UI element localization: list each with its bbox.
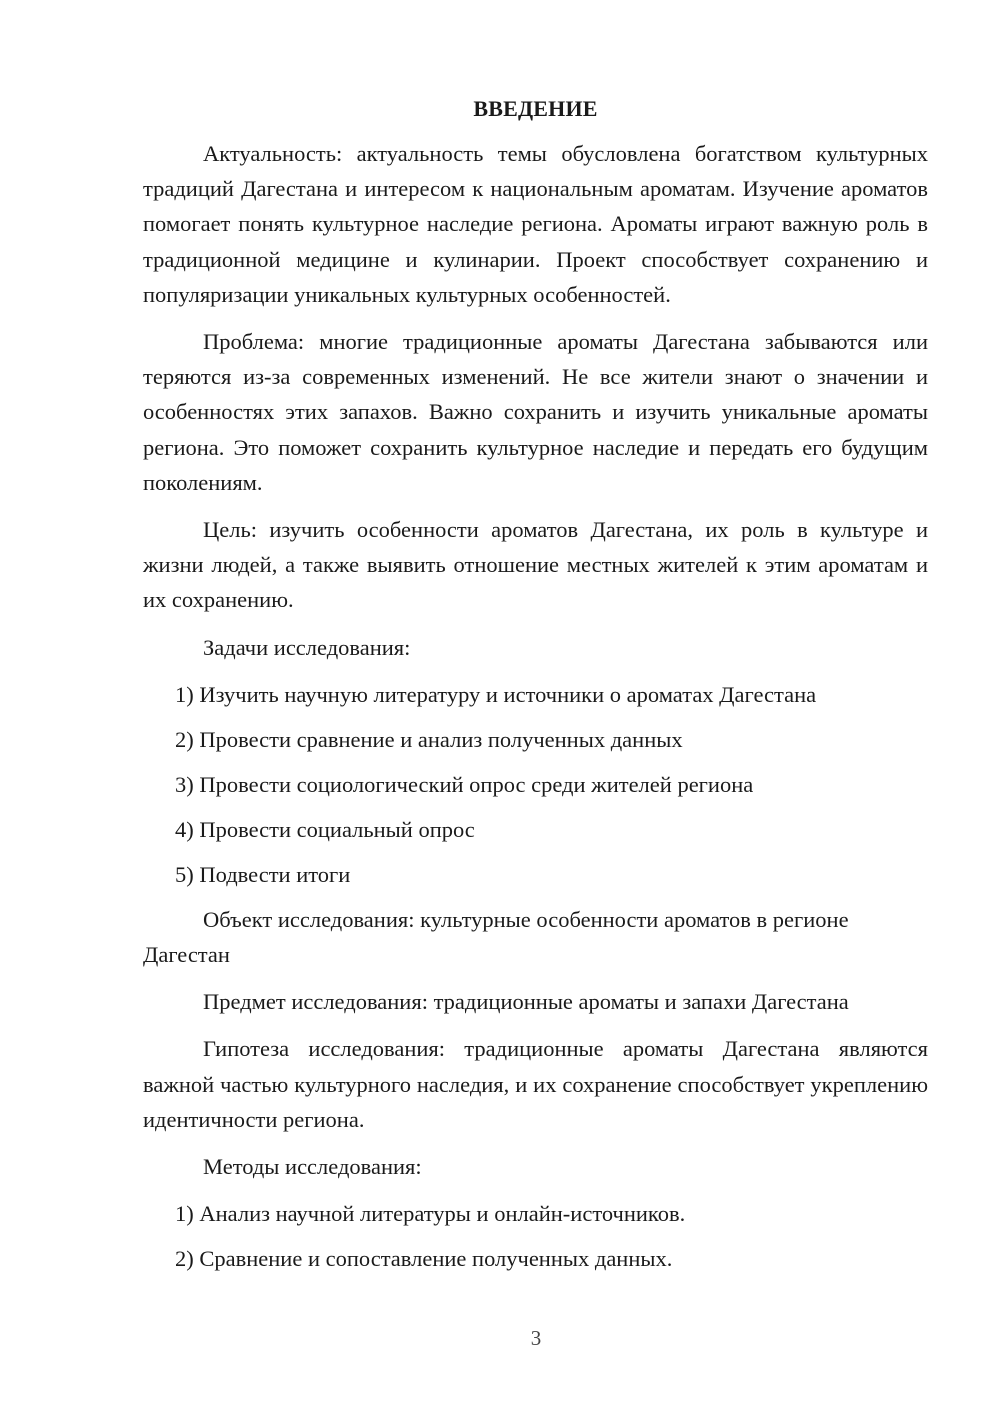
task-item: 1) Изучить научную литературу и источники о ароматах Дагестана xyxy=(175,681,817,707)
page-number: 3 xyxy=(530,1326,542,1350)
methods-title: Методы исследования: xyxy=(203,1154,422,1180)
method-item: 2) Сравнение и сопоставление полученных данных. xyxy=(175,1246,673,1272)
task-item: 3) Провести социологический опрос среди жителей региона xyxy=(175,771,754,797)
tasks-title: Задачи исследования: xyxy=(203,634,411,660)
method-item: 1) Анализ научной литературы и онлайн-источников. xyxy=(175,1201,686,1227)
subject-paragraph: Предмет исследования: традиционные ароматы и запахи Дагестана xyxy=(203,989,849,1015)
task-item: 4) Провести социальный опрос xyxy=(175,816,475,842)
hypothesis-paragraph: Гипотеза исследования: традиционные ароматы Дагестана являются важной частью культурного наследия, и их сохранение способствует укреплению идентичности региона. xyxy=(143,1036,928,1132)
object-paragraph: Объект исследования: культурные особенности ароматов в регионе Дагестан xyxy=(143,906,849,968)
problem-paragraph: Проблема: многие традиционные ароматы Дагестана забываются или теряются из-за современных изменений. Не все жители знают о значении и особенностях этих запахов. Важно сохранить и изучить уникальные ароматы региона. Это поможет сохранить культурное наследие и передать его будущим поколениям. xyxy=(143,329,928,495)
task-item: 2) Провести сравнение и анализ полученных данных xyxy=(175,726,683,752)
section-heading: ВВЕДЕНИЕ xyxy=(473,96,598,121)
relevance-paragraph: Актуальность: актуальность темы обусловлена богатством культурных традиций Дагестана и интересом к национальным ароматам. Изучение ароматов помогает понять культурное наследие региона. Ароматы играют важную роль в традиционной медицине и кулинарии. Проект способствует сохранению и популяризации уникальных культурных особенностей. xyxy=(143,141,928,307)
goal-paragraph: Цель: изучить особенности ароматов Дагестана, их роль в культуре и жизни людей, а также выявить отношение местных жителей к этим ароматам и их сохранению. xyxy=(143,517,928,613)
page-content xyxy=(143,96,928,1286)
task-item: 5) Подвести итоги xyxy=(175,861,351,887)
